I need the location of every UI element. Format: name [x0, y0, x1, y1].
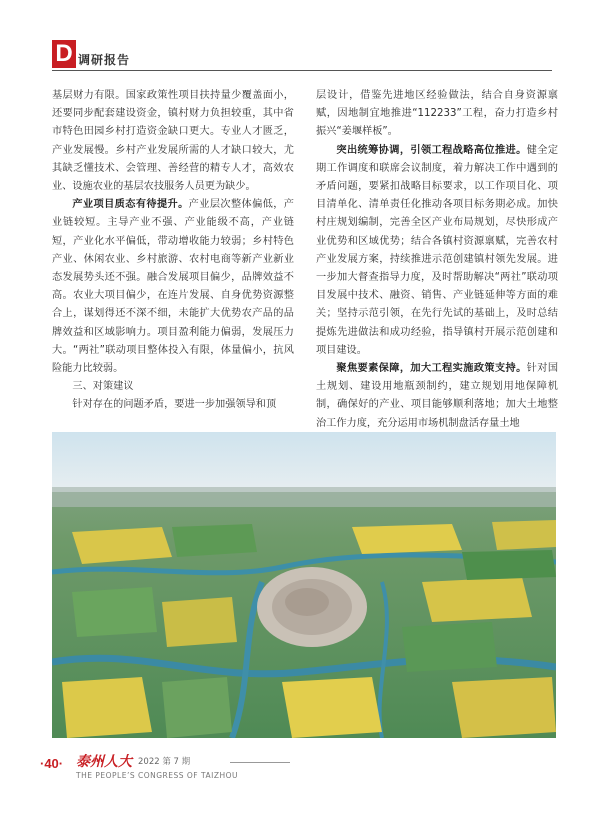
issue-label: 2022 第 7 期: [138, 757, 191, 767]
paragraph-heading: 产业项目质态有待提升。: [72, 199, 189, 211]
section-logo: D: [52, 40, 76, 68]
paragraph-heading: 聚焦要素保障，加大工程实施政策支持。: [336, 363, 527, 375]
magazine-english-title: THE PEOPLE’S CONGRESS OF TAIZHOU: [76, 771, 239, 780]
section-heading: 三、对策建议: [72, 381, 134, 393]
paragraph: 基层财力有限。国家政策性项目扶持量少覆盖面小，还要同步配套建设资金，镇村财力负担较重，其中省市特色田园乡村打造资金缺口更大。专业人才匮乏，产业发展慢。乡村产业发展所需的人才缺口较大，尤其缺乏懂技术、会管理、善经营的精专人才，高效农业、设施农业的基层农技服务人员更为缺少。: [52, 90, 294, 193]
paragraph: 产业项目质态有待提升。产业层次整体偏低，产业链较短。主导产业不强、产业能级不高，产业链短，产业化水平偏低，带动增收能力较弱；乡村特色产业、休闲农业、乡村旅游、农村电商等新产业新业态发展势头还不强。融合发展项目偏少，品牌效益不高。农业大项目偏少，在连片发展、自身优势资源整合上，谋划得还不深不细，未能扩大优势农产品的品牌效益和区域影响力。项目盈利能力偏弱，发展压力大。“两社”联动项目整体投入有限，体量偏小，抗风险能力比较弱。: [52, 199, 294, 375]
header-divider: [52, 70, 552, 71]
aerial-landscape-photo: [52, 432, 556, 738]
paragraph: 聚焦要素保障，加大工程实施政策支持。针对国土规划、建设用地瓶颈制约，建立规划用地保障机制，确保好的产业、项目能够顺利落地；加大土地整治工作力度，充分运用市场机制盘活存量土地: [316, 363, 559, 429]
paragraph: 层设计，借鉴先进地区经验做法，结合自身资源禀赋，因地制宜地推进“112233”工程，奋力打造乡村振兴“姜堰样板”。: [316, 90, 558, 138]
paragraph: 突出统筹协调，引领工程战略高位推进。健全定期工作调度和联席会议制度，着力解决工作中遇到的矛盾问题，要紧扣战略目标要求，以工作项目化、项目清单化、清单责任化推动各项目标务期必成。加快村庄规划编制，完善全区产业布局规划，尽快形成产业优势和区域优势；结合各镇村资源禀赋，完善农村产业发展方案，持续推进示范创建镇村领先发展。进一步加大督查指导力度，及时帮助解决“两社”联动项目发展中技术、融资、销售、产业链延伸等方面的难关；坚持示范引领，在先行先试的基础上，及时总结提炼先进做法和成功经验，指导镇村开展示范创建和项目建设。: [316, 144, 559, 356]
paragraph: 针对存在的问题矛盾，要进一步加强领导和顶: [72, 399, 277, 411]
section-label: 调研报告: [78, 53, 131, 67]
page-footer: [40, 753, 560, 783]
paragraph-heading: 突出统筹协调，引领工程战略高位推进。: [336, 144, 527, 156]
page-number: ·40·: [40, 756, 64, 771]
page-header: [52, 40, 552, 72]
left-text-column: [52, 87, 294, 425]
right-text-column: [316, 87, 558, 427]
footer-divider: [230, 762, 290, 763]
magazine-title: 泰州人大: [76, 754, 132, 770]
